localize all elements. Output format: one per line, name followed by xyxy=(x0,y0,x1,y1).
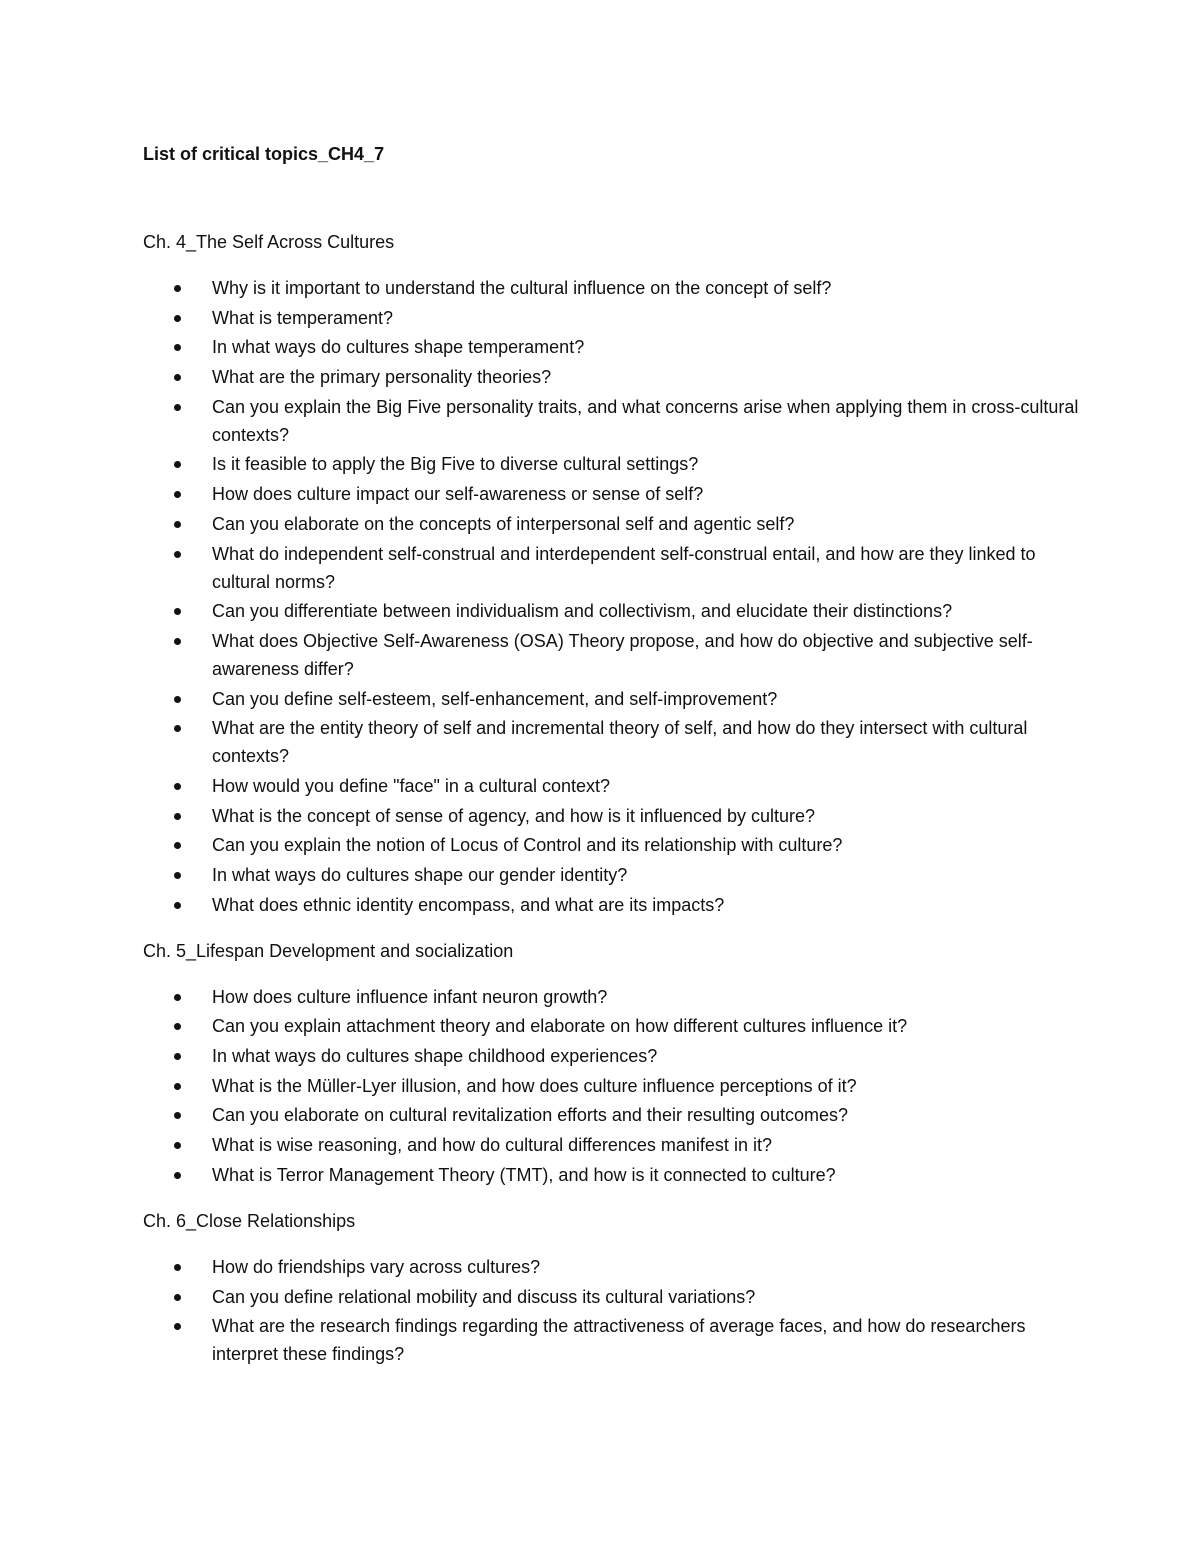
document-body xyxy=(143,140,1083,1386)
list-item-text: What does Objective Self-Awareness (OSA) Theory propose, and how do objective and subjective self-awareness differ? xyxy=(212,630,1033,679)
bullet-icon xyxy=(174,872,181,879)
bullet-icon xyxy=(174,1142,181,1149)
list-item-text: What is wise reasoning, and how do cultural differences manifest in it? xyxy=(212,1135,772,1156)
list-item-text: What are the research findings regarding the attractiveness of average faces, and how do researchers interpret these findings? xyxy=(212,1316,1026,1365)
list-item xyxy=(143,480,1083,508)
bullet-icon xyxy=(174,491,181,498)
section-heading: Ch. 5_Lifespan Development and socialization xyxy=(143,940,514,961)
list-item-text: Can you differentiate between individualism and collectivism, and elucidate their distinctions? xyxy=(212,601,953,622)
list-item xyxy=(143,802,1083,830)
list-item xyxy=(143,597,1083,625)
bullet-icon xyxy=(174,374,181,381)
list-item xyxy=(143,1283,1083,1311)
document-title: List of critical topics_CH4_7 xyxy=(143,144,385,164)
list-item xyxy=(143,1312,1083,1368)
bullet-icon xyxy=(174,521,181,528)
list-item-text: How does culture impact our self-awareness or sense of self? xyxy=(212,484,704,505)
bullet-icon xyxy=(174,1053,181,1060)
list-item-text: What are the entity theory of self and incremental theory of self, and how do they intersect with cultural contexts? xyxy=(212,718,1028,767)
list-item-text: Can you explain the Big Five personality traits, and what concerns arise when applying them in cross-cultural contexts? xyxy=(212,396,1079,445)
bullet-icon xyxy=(174,551,181,558)
list-item-text: What is temperament? xyxy=(212,307,394,328)
topic-list xyxy=(143,1253,1083,1368)
bullet-icon xyxy=(174,461,181,468)
list-item xyxy=(143,363,1083,391)
list-item xyxy=(143,831,1083,859)
list-item-text: Can you explain the notion of Locus of Control and its relationship with culture? xyxy=(212,835,843,856)
list-item xyxy=(143,393,1083,449)
bullet-icon xyxy=(174,638,181,645)
bullet-icon xyxy=(174,344,181,351)
bullet-icon xyxy=(174,1023,181,1030)
list-item-text: Can you define self-esteem, self-enhancement, and self-improvement? xyxy=(212,688,778,709)
list-item-text: What is the concept of sense of agency, and how is it influenced by culture? xyxy=(212,805,816,826)
section-heading: Ch. 4_The Self Across Cultures xyxy=(143,232,395,252)
list-item xyxy=(143,1042,1083,1070)
bullet-icon xyxy=(174,842,181,849)
bullet-icon xyxy=(174,783,181,790)
list-item xyxy=(143,1131,1083,1159)
list-item xyxy=(143,772,1083,800)
list-item-text: Can you explain attachment theory and elaborate on how different cultures influence it? xyxy=(212,1016,908,1037)
topic-list xyxy=(143,274,1083,919)
bullet-icon xyxy=(174,725,181,732)
list-item xyxy=(143,1072,1083,1100)
bullet-icon xyxy=(174,1083,181,1090)
list-item-text: How does culture influence infant neuron growth? xyxy=(212,986,608,1007)
list-item-text: What is the Müller-Lyer illusion, and how does culture influence perceptions of it? xyxy=(212,1075,857,1096)
list-item-text: Can you elaborate on cultural revitalization efforts and their resulting outcomes? xyxy=(212,1105,849,1126)
list-item-text: In what ways do cultures shape our gender identity? xyxy=(212,865,628,885)
section-heading: Ch. 6_Close Relationships xyxy=(143,1210,356,1231)
bullet-icon xyxy=(174,315,181,322)
list-item-text: What are the primary personality theories? xyxy=(212,367,552,388)
list-item-text: How would you define "face" in a cultural context? xyxy=(212,775,611,796)
bullet-icon xyxy=(174,902,181,909)
section-3 xyxy=(143,1207,1083,1368)
topic-list xyxy=(143,983,1083,1189)
sections-container xyxy=(143,228,1083,1368)
bullet-icon xyxy=(174,285,181,292)
list-item-text: In what ways do cultures shape childhood experiences? xyxy=(212,1046,658,1067)
bullet-icon xyxy=(174,1112,181,1119)
bullet-icon xyxy=(174,1264,181,1271)
bullet-icon xyxy=(174,696,181,703)
bullet-icon xyxy=(174,1172,181,1179)
list-item xyxy=(143,333,1083,361)
list-item-text: Can you elaborate on the concepts of interpersonal self and agentic self? xyxy=(212,513,795,534)
bullet-icon xyxy=(174,404,181,411)
list-item xyxy=(143,891,1083,919)
list-item-text: Why is it important to understand the cultural influence on the concept of self? xyxy=(212,278,832,298)
list-item xyxy=(143,861,1083,889)
bullet-icon xyxy=(174,1294,181,1301)
list-item xyxy=(143,1101,1083,1129)
list-item-text: What does ethnic identity encompass, and what are its impacts? xyxy=(212,894,725,915)
list-item xyxy=(143,983,1083,1011)
list-item xyxy=(143,274,1083,302)
list-item-text: Can you define relational mobility and discuss its cultural variations? xyxy=(212,1286,756,1307)
list-item-text: What is Terror Management Theory (TMT), and how is it connected to culture? xyxy=(212,1164,836,1185)
list-item xyxy=(143,450,1083,478)
list-item-text: In what ways do cultures shape temperament? xyxy=(212,337,585,358)
list-item xyxy=(143,714,1083,770)
list-item xyxy=(143,510,1083,538)
bullet-icon xyxy=(174,994,181,1001)
list-item-text: What do independent self-construal and interdependent self-construal entail, and how are they linked to cultural norms? xyxy=(212,543,1036,592)
list-item xyxy=(143,627,1083,683)
bullet-icon xyxy=(174,1323,181,1330)
list-item xyxy=(143,540,1083,596)
list-item xyxy=(143,1161,1083,1189)
bullet-icon xyxy=(174,608,181,615)
section-1 xyxy=(143,228,1083,919)
list-item xyxy=(143,1012,1083,1040)
bullet-icon xyxy=(174,813,181,820)
list-item xyxy=(143,685,1083,713)
list-item xyxy=(143,304,1083,332)
section-2 xyxy=(143,937,1083,1189)
list-item xyxy=(143,1253,1083,1281)
list-item-text: How do friendships vary across cultures? xyxy=(212,1256,541,1277)
list-item-text: Is it feasible to apply the Big Five to diverse cultural settings? xyxy=(212,454,699,475)
